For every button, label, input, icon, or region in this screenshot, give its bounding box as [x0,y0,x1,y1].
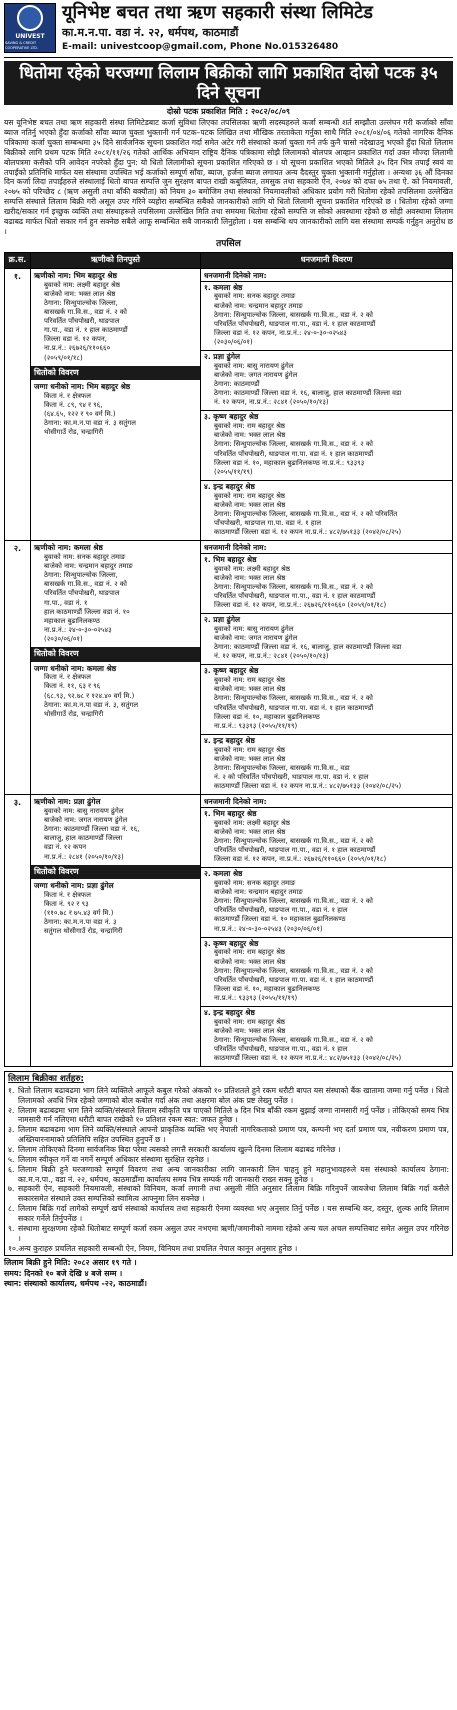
guarantor-item [201,410,452,479]
guarantor-detail: बुवाको नाम: राम बहादुर श्रेष्ठ [214,745,285,754]
guarantor-item [201,281,452,350]
guarantor-detail: ठेगाना: सिन्धुपाल्चोक जिल्ला, बासखर्क गा.वि.स., वडा नं. २ को [214,440,373,449]
row-number: २. [5,541,31,795]
guarantor-detail: बुवाको नाम: राम बहादुर श्रेष्ठ [214,491,285,500]
guarantor-detail: बुवाको नाम: बासु नारायण ढुंगेल [214,361,294,370]
guarantor-detail: परिवर्तित पाँचपोखरी, थाङपाल गा.पा., वडा नं. १ हाल [214,1045,348,1054]
guarantor-detail: ठेगाना: सिन्धुपाल्चोक जिल्ला, बासखर्क गा.वि.स., वडा नं. २ को परिवर्तित [214,509,398,518]
guarantor-detail: ठेगाना: सिन्धुपाल्चोक जिल्ला, बासखर्क गा.वि.स., वडा नं. २ को [214,582,373,591]
guarantor-detail: बाजेको नाम: जगत नारायण ढुंगेल [214,371,298,380]
guarantor-detail: परिवर्तित पाँचपोखरी, थाङपाल गा.पा. वडा नं. १ हाल काठमाण्डौं [214,449,374,458]
collateral-detail: किता नं. ८९, ९४ र ९६, [44,401,103,410]
condition-item [8,1086,449,1106]
notice-title: धितोमा रहेको घरजग्गा लिलाम बिक्रीको लागि प्रकाशित दोस्रो पटक ३५ दिने सूचना [4,61,453,105]
borrower-name: ऋणीको नाम: कमला श्रेष्ठ [34,543,103,553]
guarantor-detail: नं. १२ कपन, ना.प्र.नं.: २८४१ (२०५०/१०/१३) [214,652,329,661]
guarantor-detail: जिल्ला वडा नं. १२ कपन, ना.प्र.नं.: २६७२६/११०६६० (२०५९/०१/१८) [214,601,387,610]
header [4,3,453,58]
borrower-cell [31,268,201,540]
conditions-heading: लिलाम बिक्रीका शर्तहरु: [8,1074,84,1085]
guarantor-detail: जिल्ला वडा नं. १०, महाकाल बुढानिलकण्ठ ना.प्र.नं.: ९३३९३ [214,458,365,467]
guarantor-detail: बुवाको नाम: राम बहादुर श्रेष्ठ [214,948,285,957]
logo-subtext: SAVING & CREDIT COOPERATIVE LTD. [5,41,38,50]
borrower-detail: (२०३०/०६/०१) [44,634,83,643]
condition-text: सहकारी ऐन, सहकारी नियमावली, संस्थाको विनियम, कर्जा लगानी तथा असुली नीति अनुसार लिलाम बिक्रि गरिनुपर्ने जायजेथा लिलाम बिक्रि गर्दा कसैले सकारसमेत संस्थाले उक्त सम्पत्तिको स्वामित्व आफ्नुमा लिन सक्नेछ । [18,1184,449,1204]
guarantor-detail: बुवाको नाम: राम बहादुर श्रेष्ठ [214,676,285,685]
logo-text: UNIVEST [15,33,45,41]
guarantor-detail: बुवाको नाम: लक्ष्मी बहादुर श्रेष्ठ [214,564,290,573]
dhito-heading: धितोको विवरण [31,865,200,880]
collateral-detail: थोसीगाउँ रोड, चन्द्रागिरी [44,709,104,718]
guarantor-detail: बाजेको नाम: भक्त लाल श्रेष्ठ [214,573,286,582]
guarantor-detail: जिल्ला वडा नं. १२ कपन, ना.प्र.नं.: २४-०-३०-०२५४३ [214,328,347,337]
organization-name: यूनिभेष्ट बचत तथा ऋण सहकारी संस्था लिमिटेड [62,2,373,23]
guarantor-detail: ठेगाना: सिन्धुपाल्चोक जिल्ला, बासखर्क गा.वि.स., वडा नं. २ को [214,694,373,703]
borrower-detail: बाजेको नाम: जगत नारायण ढुंगेल [44,816,128,825]
guarantor-name: ३. कृष्ण बहादुर श्रेष्ठ [204,938,259,948]
guarantor-item [201,1006,452,1066]
land-owner-name: जग्गा धनीको नाम: भिम बहादुर श्रेष्ठ [34,382,131,392]
guarantor-name: ४. इन्द्र बहादुर श्रेष्ठ [204,735,255,745]
condition-item [8,1125,449,1145]
guarantor-detail: जिल्ला वडा नं. १०, महाकाल बुढानिलकण्ठ [214,984,320,993]
guarantor-detail: बाजेको नाम: भक्त लाल श्रेष्ठ [214,500,286,509]
guarantor-detail: नं. २ को परिवर्तित पाँचपोखरी, थाङपाल गा.पा. वडा नं. १ हाल [214,772,369,781]
land-owner-name: जग्गा धनीको नाम: प्रज्ञा ढुंगेल [34,881,114,891]
condition-item [8,1145,449,1155]
borrower-block [34,543,197,644]
guarantor-name: ४. इन्द्र बहादुर श्रेष्ठ [204,1008,255,1018]
guarantor-detail: बाजेको नाम: भक्त लाल श्रेष्ठ [214,827,286,836]
guarantor-name: २. प्रज्ञा ढुंगेल [204,352,240,362]
header-borrower: ऋणीको तिनपुस्ते [31,253,201,269]
guarantor-detail: परिवर्तित पाँचपोखरी, थाङपाल गा.पा. वडा नं. १ हाल काठमाण्डौं [214,703,374,712]
guarantor-item [201,480,452,540]
guarantor-name: ३. कृष्ण बहादुर श्रेष्ठ [204,666,259,676]
guarantor-item [201,867,452,936]
guarantor-detail: ठेगाना: सिन्धुपाल्चोक जिल्ला, बासखर्क गा.वि.स., वडा नं. २ को [214,1036,373,1045]
condition-number: ७. [8,1184,15,1194]
borrower-detail: ठेगाना: काठमाण्डौं जिल्ला वडा नं. १६, [44,825,140,834]
guarantor-cell [201,268,453,540]
guarantor-detail: बाजेको नाम: जगत नारायण ढुंगेल [214,634,298,643]
guarantor-item [201,734,452,794]
auction-footer [4,1258,453,1289]
condition-item [8,1224,449,1244]
guarantor-item [201,807,452,867]
guarantor-detail: (२०३०/०६/०१) [214,338,253,347]
tapasil-heading: तपसिल [216,238,241,249]
borrower-detail: परिवर्तित पाँचपोखरी, थाङपाल [44,589,120,598]
guarantor-detail: पाँचपोखरी, थाङपाल गा.पा. वडा नं. १ हाल [214,518,322,527]
borrower-detail: बुवाको नाम: बासु नारायण ढुंगेल [44,806,124,815]
condition-text: लिलाम बिक्री हुने घरजग्गाको सम्पूर्ण विवरण तथा अन्य जानकारीका लागि जानकारी लिन चाहनु हुने महानुभावहरुले यस संस्थाको कार्यालय ठेगाना: का.म.न.पा., वडा नं. २२, धर्मपथ, काठमाडौंमा कार्यालय समय भित्र सम्पर्क गरी जानकारी राख्न सक्नु हुनेछ । [18,1164,449,1184]
borrower-detail: ना.प्र.नं.: २८४१ (२०५०/१०/१३) [44,852,124,861]
notice-intro: यस यूनिभेष्ट बचत तथा ऋण सहकारी संस्था लिमिटेडबाट कर्जा सुविधा लिएका तपसिलका ऋणी सदस्यहरुले कर्जा सम्बन्धी शर्त सम्झौता उल्लंघन गरी कर्जाको साँवा ब्याज नतिर्नु भएको हुँदा कर्जाको साँवा ब्याज चुक्ता भुक्तानी गर्न पटक–पटक लिखित तथा मौखिक तरताकेता गर्नुका साथै मिति २०८१/०४/०६ गतेको नागरिक दैनिक पत्रिकामा कर्जा चुक्ता सम्बन्धमा ३५ दिने सार्वजनिक सूचना प्रकाशित गर्दा समेत अटेर गरी संस्थाको कर्जा चुक्ता गर्न तर्फ कुनै चासो नदेखाउनु भएको हुँदा धितो लिलाम बिक्रीको लागि प्रथम पटक मिति २०८१/११/२६ गतेको आर्थिक अभियान राष्ट्रिय दैनिक पत्रिकामा सोझै लिलामको बोलपत्र आव्हान प्रकाशित गर्दा उक्त मौज्दा लिलामी बोलपत्रमा कसैको पनि आवेदन नपरेको हुँदा पुन: यो धितो लिलामीको सूचना प्रकाशित गरिएको छ । यो सूचना प्रकाशित भएको मितिले ३५ दिन भित्र तपाईं स्वयं वा तपाईंको प्रतिनिधि मार्फत यस संस्थामा उपस्थित भई कर्जाको सम्पूर्ण साँवा, ब्याज, हर्जना ब्याज लगायत अन्य दैदस्तुर चुक्ता भुक्तानी गर्नुहोला । अन्यथा ३६ औं दिनका दिन कर्जा लिदा तपाईंहरुले संस्थालाई धितो बापत सम्पत्ति जुन सुरक्षण बापत राखी कबुलियत, तमसुक तथा सहकारी ऐन, २०७४ को दफा ७५ तथा ऐ. को नियमावली, २०७५ को परिच्छेद ८ (ऋण असुली तथा बाँकी बक्यौता) को नियम ३० बमोजिम तथा संस्थाको नियमावलीको अधिकार प्रयोग गरी धितोमा रहेको तपसिलमा उल्लेखित सम्पत्ति संस्थाले लिलाम बिक्री गरी असूल उपर गरिने व्यहोरा सम्बन्धित सबैको जानकारीको लागि यो धितो लिलामी सूचना प्रकाशित गरिएको छ । धितोमा रहेको जग्गा खरीद/सकार गर्न इच्छुक व्यक्ति तथा संस्थाहरूले तपसिलमा उल्लेखित मिति तथा समयमा धितोमा रहेको सम्पत्ति ज सोको अवस्थामा रहेको छ सोही अवस्थामा लिलाम बढाबढ मार्फत धितो सकार गर्न हुन सक्नेछ सबैले आफू सम्बन्धित सबै जानकारी लिनुहोला । यस सम्बन्धि थप जानकारीको लागि यस संस्थामा सम्पर्क गर्नुहुन अनुरोध छ । [4,118,453,236]
condition-item [8,1155,449,1165]
auction-time: समय: दिनको १० बजे देखि ४ बजे सम्म । [4,1268,123,1278]
borrower-detail: ठेगाना: सिन्धुपाल्चोक जिल्ला, [44,298,118,307]
condition-number: ५. [8,1154,15,1164]
collateral-detail: सतुंगल थोसीगाउँ रोड, चन्द्रागिरी [44,927,123,936]
guarantor-name: २. प्रज्ञा ढुंगेल [204,615,240,625]
guarantor-item [201,553,452,613]
condition-number: १०. [8,1243,19,1253]
guarantor-detail: बाजेको नाम: भक्त लाल श्रेष्ठ [214,685,286,694]
dhito-heading: धितोको विवरण [31,366,200,381]
guarantor-detail: बाजेको नाम: भक्त लाल श्रेष्ठ [214,754,286,763]
guarantor-detail: जिल्ला वडा नं. १२ कपन, ना.प्र.नं.: २६७२६/११०६६० (२०५९/०१/१८) [214,855,387,864]
collateral-detail: ठेगाना: का.म.न.पा वडा नं. ३ सतुंगल [44,419,136,428]
borrower-detail: जिल्ला वडा नं. १२ कपन, [44,335,107,344]
guarantor-item [201,937,452,1006]
borrower-detail: बासखर्क गा.वि.स., वडा नं. २ को [44,580,127,589]
collateral-block [34,881,197,936]
borrower-detail: बासखर्क गा.वि.स., वडा नं. २ को [44,308,127,317]
table-row [5,268,453,540]
dhito-heading: धितोको विवरण [31,647,200,662]
guarantor-name: ३. कृष्ण बहादुर श्रेष्ठ [204,412,259,422]
condition-item [8,1204,449,1224]
collateral-detail: किता नं. र क्षेत्रफल [44,890,91,899]
row-number: १. [5,268,31,540]
guarantor-detail: ठेगाना: काठमाण्डौं [214,380,260,389]
guarantor-detail: (२०५५/११/१९) [214,467,253,476]
guarantor-name: १. कमला श्रेष्ठ [204,282,243,292]
row-number: ३. [5,795,31,1067]
borrower-detail: गा.पा., वडा नं. १ हाल काठमाण्डौं [44,326,128,335]
guarantor-item [201,664,452,733]
guarantor-detail: ना.प्र.नं.: ९३३९३ (२०५५/११/१९) [214,721,298,730]
collateral-detail: किता नं. ९२ र ९३ [44,900,89,909]
condition-number: ६. [8,1164,15,1174]
borrower-detail: वडा नं. १२ कपन [44,843,87,852]
guarantor-detail: ना.प्र.नं.: २४-०-३०-०२५४३ (२०३०/०६/०१) [214,924,323,933]
borrower-detail: गा.पा., वडा नं. १ [44,598,88,607]
guarantor-detail: काठमाण्डौं जिल्ला वडा नं. १० महाकाल बुढानिलकण्ठ [214,915,346,924]
condition-text: लिलाम बढाबढमा भाग लिने व्यक्ति/संस्थाले लिलाम स्वीकृति पत्र पाएको मितिले ७ दिन भित्र बाँकी रकम बुझाई जग्गा नामसारी गर्नु पर्नेछ । तोकिएको समय भित्र नामसारी गर्न नलिएमा धरौटी बापत राखेको १० प्रतिशत रकम स्वत: जफत हुनेछ । [18,1105,449,1125]
collateral-detail: ठेगाना: का.म.न.पा वडा नं. ३, सतुंगल [44,700,139,709]
collateral-detail: (६४.६५, १२२ र ९० वर्ग मि.) [44,410,116,419]
borrower-detail: बाजेको नाम: भक्त लाल श्रेष्ठ [44,289,116,298]
guarantor-detail: बुवाको नाम: राम बहादुर श्रेष्ठ [214,422,285,431]
guarantor-detail: बाजेको नाम: भक्त लाल श्रेष्ठ [214,957,286,966]
condition-text: संस्थामा सुरक्षणमा रहेको धितोबाट सम्पूर्ण कर्जा रकम असुल उपर नभएमा ऋणी/जमानीको नाममा रहेको अन्य चल अचल सम्पत्तिबाट समेत असुल उपर गरिनेछ । [18,1223,449,1243]
guarantor-name: २. कमला श्रेष्ठ [204,869,243,879]
auction-venue: स्थान: संस्थाको कार्यालय, धर्मपथ -२२, काठमाडौं। [4,1278,147,1288]
table-row [5,795,453,1067]
guarantor-detail: बुवाको नाम: लक्ष्मी बहादुर श्रेष्ठ [214,818,290,827]
auction-conditions [4,1071,453,1256]
table-row [5,541,453,795]
guarantor-detail: बाजेको नाम: चन्द्रमान बहादुर तमाङ [214,888,303,897]
condition-item [8,1244,449,1254]
borrower-detail: बुवाको नाम: लक्ष्मी बहादुर श्रेष्ठ [44,280,120,289]
borrower-detail: महाकाल बुढानिलकण्ठ [44,616,100,625]
condition-number: ९. [8,1223,15,1233]
guarantor-detail: परिवर्तित पाँचपोखरी, थाङपाल गा.पा. वडा नं. १ हाल काठमाण्डौं [214,975,374,984]
guarantor-item [201,613,452,664]
borrower-table [4,252,453,1067]
collateral-detail: (६८.९३, ९२.७८ र १२४.४० वर्ग मि.) [44,691,135,700]
collateral-block [34,664,197,719]
guarantor-detail: जिल्ला वडा नं. १०, महाकाल बुढानिलकण्ठ [214,712,320,721]
condition-text: लिलाम बिक्रि गर्दा लागेको सम्पूर्ण खर्च संस्थाको कार्यालय तथा सहकारी ऐनमा व्यवस्था भए अनुसार तिर्नु पर्नेछ । यस सम्बन्धि कर, दस्तुर, शुल्क आदि लिलाम सकार गर्नेले तिर्नुपर्नेछ । [18,1204,449,1223]
condition-text: अन्य कुराहरु प्रचलित सहकारी सम्बन्धी ऐन, नियम, विनियम तथा प्रचलित नेपाल कानून अनुसार हुनेछ । [18,1243,298,1253]
guarantor-heading: धनजमानी दिनेको नाम: [204,270,267,280]
borrower-detail: हाल काठमाण्डौं जिल्ला वडा नं. १० [44,607,130,616]
guarantor-detail: ठेगाना: काठमाण्डौं जिल्ला वडा नं. १६, बालाजु, हाल काठमाण्डौं जिल्ला वडा [214,643,402,652]
collateral-detail: किता नं. ११, ६३ र ९६ [44,682,101,691]
guarantor-detail: ठेगाना: सिन्धुपाल्चोक जिल्ला, बासखर्क गा.वि.स., वडा नं. २ को [214,310,373,319]
borrower-block [34,797,197,861]
collateral-detail: (११०.७८ र ७५.४३ वर्ग मि.) [44,909,114,918]
condition-number: १. [8,1085,15,1095]
guarantor-heading: धनजमानी दिनेको नाम: [204,797,267,807]
condition-text: धितो लिलाम बढाबढमा भाग लिने व्यक्तिले आफूले कबुल गरेको अंकको १० प्रतिशतले हुने रकम धरौटी बापत यस संस्थाको बैंक खातामा जम्मा गर्नु पर्नेछ । धितो लिलामको अवधि भित्र रहेको जग्गाको बोल कबोल गर्दा अंक तथा अक्षरमा बोल अंक प्रष्ट लेख्नु पर्नेछ । [18,1085,449,1105]
guarantor-detail: ठेगाना: सिन्धुपाल्चोक जिल्ला, बासखर्क गा.वि.स., वडा नं. २ को [214,836,373,845]
guarantor-detail: बाजेको नाम: भक्त लाल श्रेष्ठ [214,431,286,440]
borrower-detail: बाजेको नाम: चन्द्रमान बहादुर तमाङ [44,562,133,571]
borrower-block [34,271,197,363]
auction-date: लिलाम बिक्री हुने मिति: २०८२ असार १९ गते । [4,1258,137,1268]
guarantor-detail: बाजेको नाम: चन्द्रमान बहादुर तमाङ [214,301,303,310]
condition-item [8,1184,449,1204]
borrower-cell [31,541,201,795]
condition-item [8,1165,449,1185]
condition-number: ४. [8,1144,15,1154]
condition-number: २. [8,1105,15,1115]
guarantor-name: १. भिम बहादुर श्रेष्ठ [204,808,257,818]
guarantor-detail: परिवर्तित पाँचपोखरी, थाङपाल गा.पा., वडा नं. १ हाल काठमाण्डौं [214,846,376,855]
publication-date: दोस्रो पटक प्रकाशित मिति : २०८२/०८/०९ [166,106,291,116]
guarantor-name: १. भिम बहादुर श्रेष्ठ [204,554,257,564]
organization-contact: E-mail: univestcoop@gmail.com, Phone No.015326480 [62,42,339,53]
borrower-detail: बालाजु, हाल काठमाण्डौं जिल्ला [44,834,123,843]
guarantor-detail: बाजेको नाम: भक्त लाल श्रेष्ठ [214,1027,286,1035]
condition-number: ३. [8,1125,15,1135]
guarantor-detail: ठेगाना: सिन्धुपाल्चोक जिल्ला, बासखर्क गा.वि.स., वडा [214,763,350,772]
guarantor-heading: धनजमानी दिनेको नाम: [204,543,267,553]
collateral-detail: ठेगाना: का.म.न.पा वडा नं. ३ [44,918,117,927]
guarantor-detail: ठेगाना: सिन्धुपाल्चोक जिल्ला, बासखर्क गा.वि.स., वडा नं. २ को [214,966,373,975]
borrower-detail: (२०५९/०१/१८) [44,353,83,362]
guarantor-detail: परिवर्तित पाँचपोखरी, थाङपाल गा.पा., वडा नं. १ हाल काठमाण्डौं [214,592,376,601]
collateral-block [34,382,197,437]
guarantor-detail: परिवर्तित पाँचपोखरी, थाङपाल गा.पा., वडा नं. १ हाल काठमाण्डौं [214,319,376,328]
borrower-detail: ठेगाना: सिन्धुपाल्चोक जिल्ला, [44,571,118,580]
guarantor-detail: काठमाण्डौं जिल्ला वडा नं. १२ कपन ना.प्र.नं.: ४८२/७५१३३ (२०४२/०८/२५) [214,782,402,791]
univest-logo [4,3,56,53]
guarantor-cell [201,541,453,795]
condition-number: ८. [8,1204,15,1214]
borrower-name: ऋणीको नाम: भिम बहादुर श्रेष्ठ [34,270,117,280]
condition-text: लिलाम तोकिएको दिनमा सार्वजनिक बिदा परेमा त्यसको लगत्तै सरकारी कार्यालय खुल्ने दिनमा लिलाम बढाबढ गरिनेछ । [18,1144,341,1154]
guarantor-detail: काठमाण्डौं जिल्ला वडा नं. १२ कपन ना.प्र.नं.: ४८२/७५१३३ (२०४२/०८/२५) [214,528,402,537]
guarantor-detail: ठेगाना: काठमाण्डौं जिल्ला वडा नं. १६, बालाजु, हाल काठमाण्डौं जिल्ला वडा [214,389,402,398]
guarantor-detail: नं. १२ कपन, ना.प्र.नं.: २८४१ (२०५०/१०/१३) [214,398,329,407]
guarantor-name: ४. इन्द्र बहादुर श्रेष्ठ [204,481,255,491]
borrower-name: ऋणीको नाम: प्रज्ञा ढुंगेल [34,797,101,807]
borrower-detail: ना.प्र.नं.: २४-०-३०-०२५४३ [44,625,112,634]
guarantor-detail: काठमाण्डौं जिल्ला वडा नं. १२ कपन ना.प्र.नं.: ४८२/७५१३३ (२०४२/०८/२५) [214,1054,402,1063]
guarantor-detail: परिवर्तित पाँचपोखरी, थाङपाल गा.पा., वडा नं. १ हाल [214,906,348,915]
condition-text: लिलाम स्वीकृत गर्ने वा नगर्ने सम्पूर्ण अधिकार संस्थामा सुरक्षित रहनेछ । [18,1154,210,1164]
borrower-detail: बुवाको नाम: सनक बहादुर तमाङ [44,552,126,561]
guarantor-detail: बुवाको नाम: राम बहादुर श्रेष्ठ [214,1017,285,1026]
borrower-detail: ना.प्र.नं.: २६७२६/११०६६० [44,344,111,353]
collateral-detail: थोसीगाउँ रोड, चन्द्रागिरी [44,428,104,437]
guarantor-detail: बुवाको नाम: सनक बहादुर तमाङ [214,879,296,888]
borrower-detail: परिवर्तित पाँचपोखरी, थाङपाल [44,317,120,326]
condition-item [8,1106,449,1126]
condition-text: लिलाम बढाबढमा भाग लिने व्यक्ति/संस्थाले आफ्नो प्राकृतिक व्यक्ति भए नेपाली नागरिकताको प्रमाण पत्र, कम्पनी भए दर्ता प्रमाण पत्र, नवीकरण प्रमाण पत्र, अख्तियारनामाको प्रतिलिपि सहित उपस्थित हुनुपर्ने छ । [18,1125,449,1145]
guarantor-detail: बुवाको नाम: बासु नारायण ढुंगेल [214,625,294,634]
collateral-detail: किता नं. र क्षेत्रफल [44,392,91,401]
guarantor-detail: बुवाको नाम: सनक बहादुर तमाङ [214,292,296,301]
borrower-cell [31,795,201,1067]
header-guarantor: धनजमानी विवरण [201,253,453,269]
guarantor-detail: ठेगाना: सिन्धुपाल्चोक जिल्ला, बासखर्क गा.वि.स., वडा नं. २ को [214,897,373,906]
land-owner-name: जग्गा धनीको नाम: कमला श्रेष्ठ [34,663,117,673]
logo-emblem-icon [17,5,43,31]
guarantor-cell [201,795,453,1067]
header-sn: क्र.स. [5,253,31,269]
guarantor-item [201,350,452,410]
guarantor-detail: ना.प्र.नं.: ९३३९३ (२०५५/११/१९) [214,994,298,1003]
collateral-detail: किता नं. र क्षेत्रफल [44,673,91,682]
organization-address: का.म.न.पा. वडा नं. २२, धर्मपथ, काठमाडौं [62,25,239,39]
